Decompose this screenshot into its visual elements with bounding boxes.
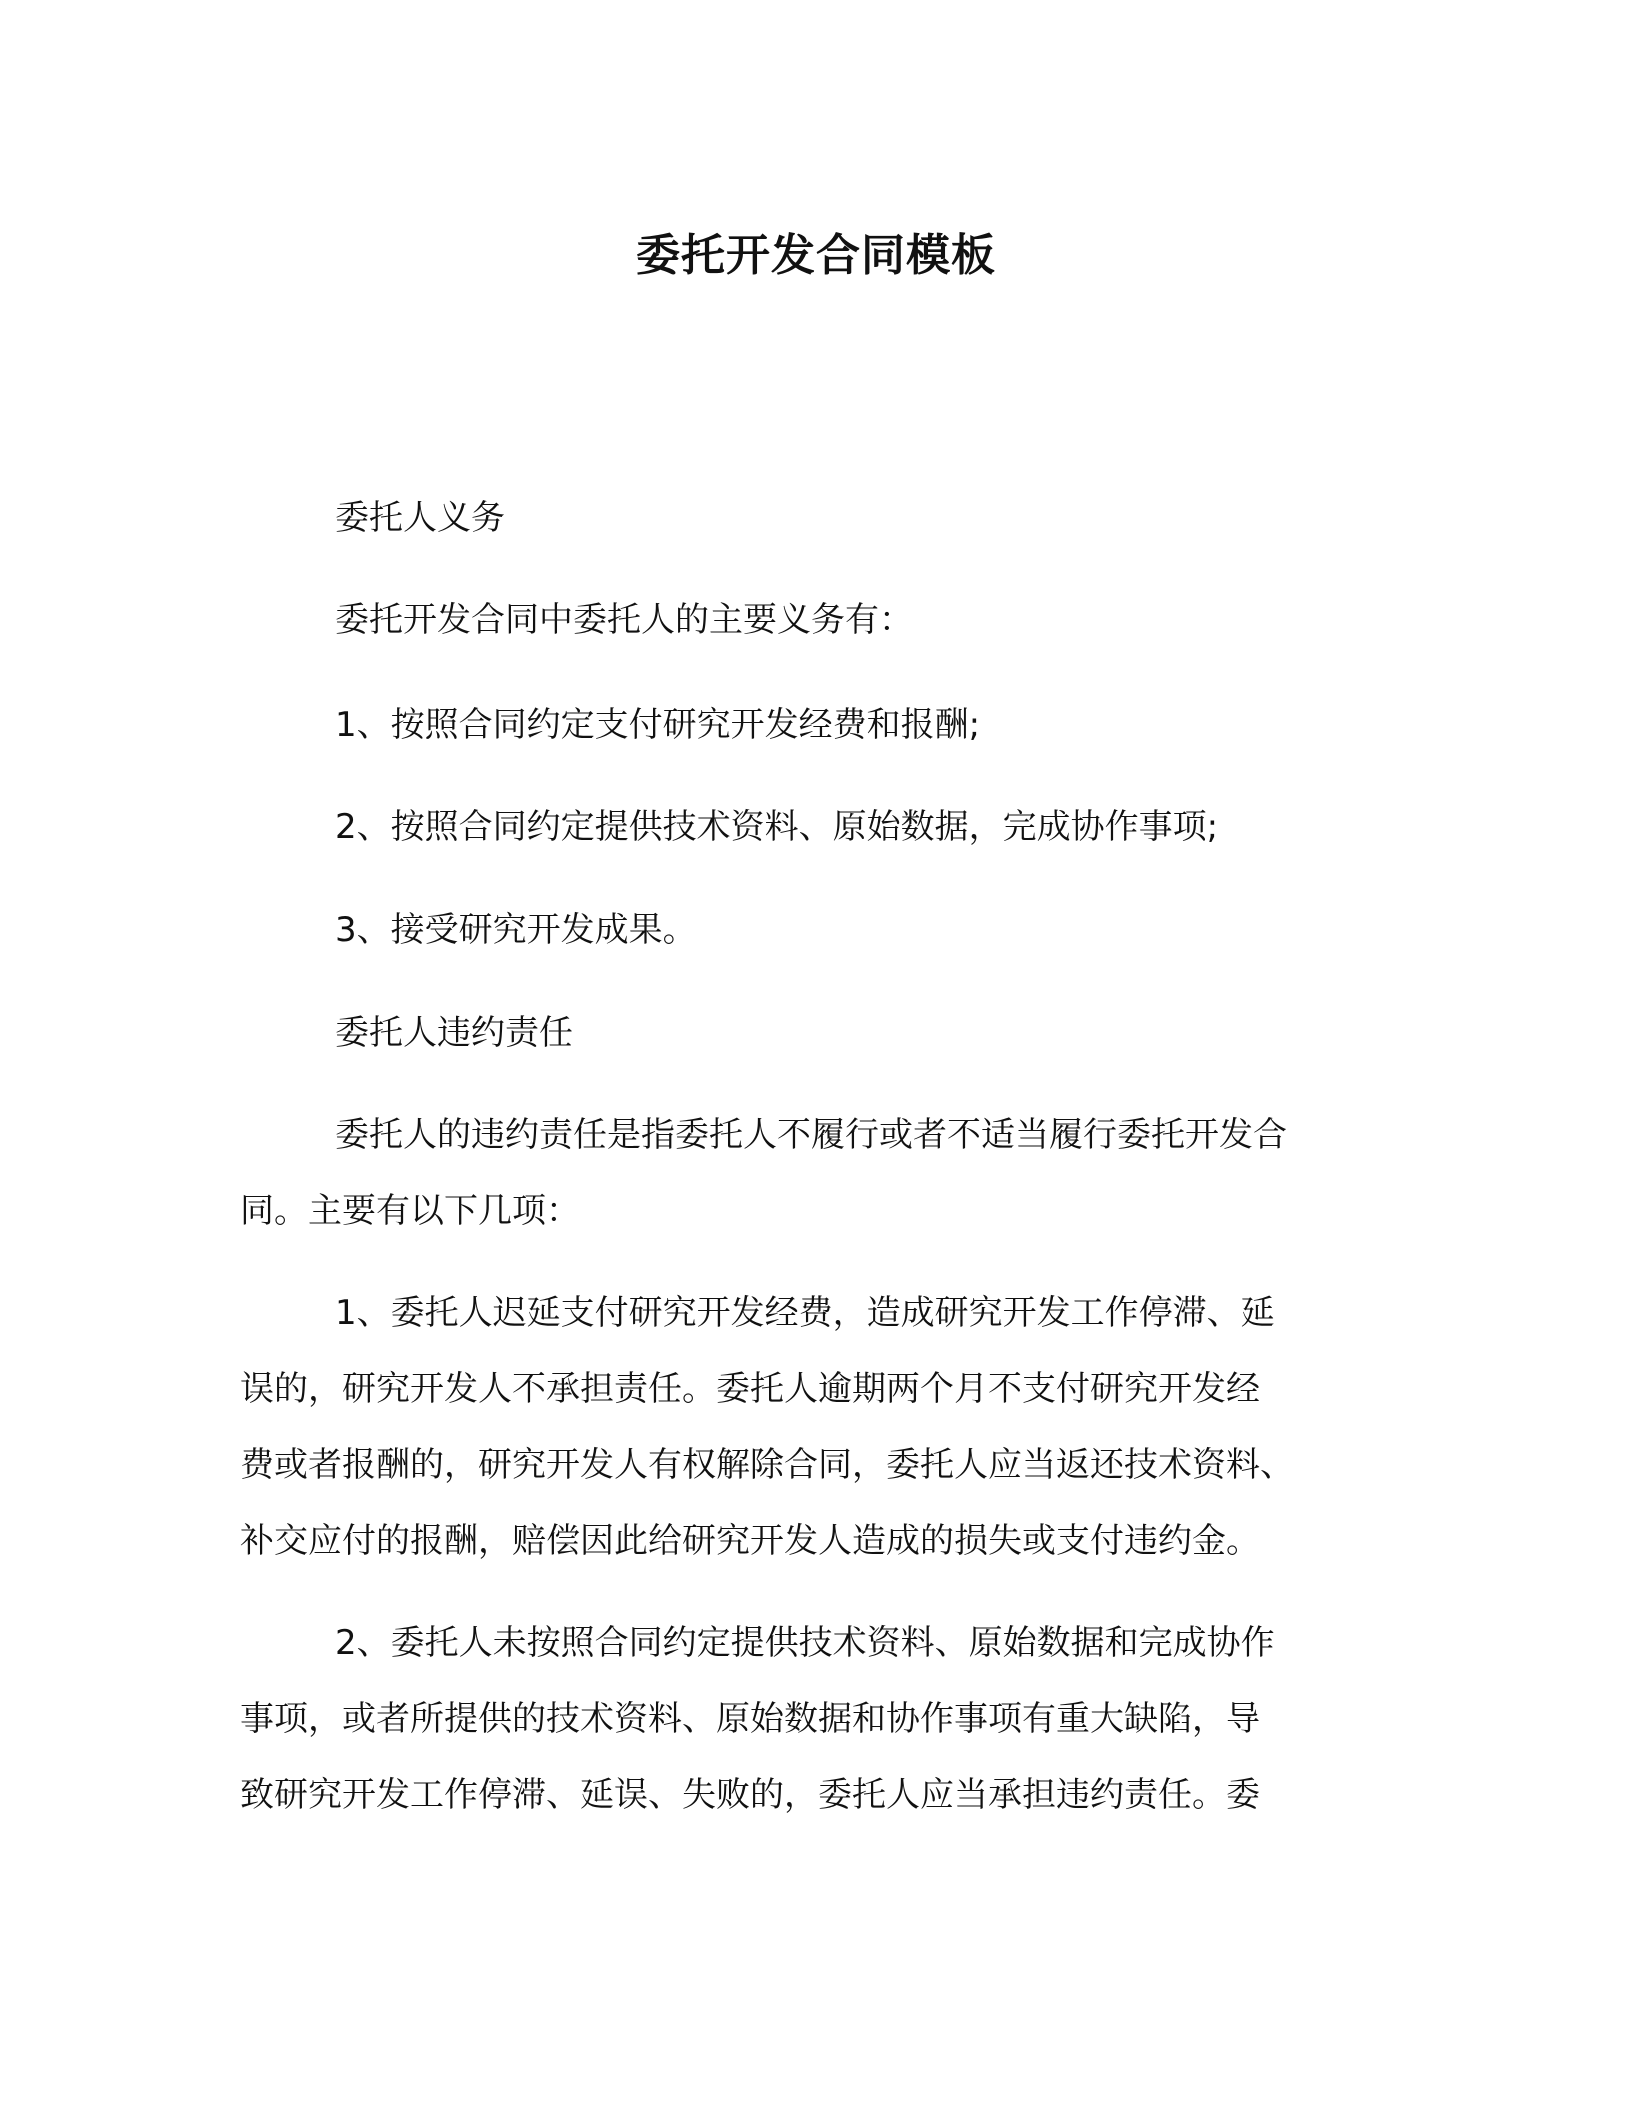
paragraph-line: 补交应付的报酬，赔偿因此给研究开发人造成的损失或支付违约金。 — [240, 1521, 1260, 1561]
paragraph-line: 事项，或者所提供的技术资料、原始数据和协作事项有重大缺陷，导 — [240, 1699, 1260, 1739]
paragraph-line: 误的，研究开发人不承担责任。委托人逾期两个月不支付研究开发经 — [240, 1369, 1260, 1409]
paragraph-line: 委托人的违约责任是指委托人不履行或者不适当履行委托开发合 — [335, 1115, 1287, 1155]
paragraph-line: 费或者报酬的，研究开发人有权解除合同，委托人应当返还技术资料、 — [240, 1445, 1294, 1485]
list-item: 1、按照合同约定支付研究开发经费和报酬; — [335, 705, 981, 745]
paragraph-line: 1、委托人迟延支付研究开发经费，造成研究开发工作停滞、延 — [335, 1293, 1275, 1333]
list-item: 3、接受研究开发成果。 — [335, 910, 697, 950]
section-heading-liability: 委托人违约责任 — [335, 1013, 573, 1053]
paragraph-line: 委托开发合同中委托人的主要义务有： — [335, 600, 913, 640]
paragraph-line: 同。主要有以下几项： — [240, 1191, 580, 1231]
paragraph-line: 2、委托人未按照合同约定提供技术资料、原始数据和完成协作 — [335, 1623, 1275, 1663]
document-title: 委托开发合同模板 — [636, 230, 996, 281]
list-item: 2、按照合同约定提供技术资料、原始数据，完成协作事项; — [335, 807, 1219, 847]
section-heading-obligations: 委托人义务 — [335, 498, 505, 538]
paragraph-line: 致研究开发工作停滞、延误、失败的，委托人应当承担违约责任。委 — [240, 1775, 1260, 1815]
